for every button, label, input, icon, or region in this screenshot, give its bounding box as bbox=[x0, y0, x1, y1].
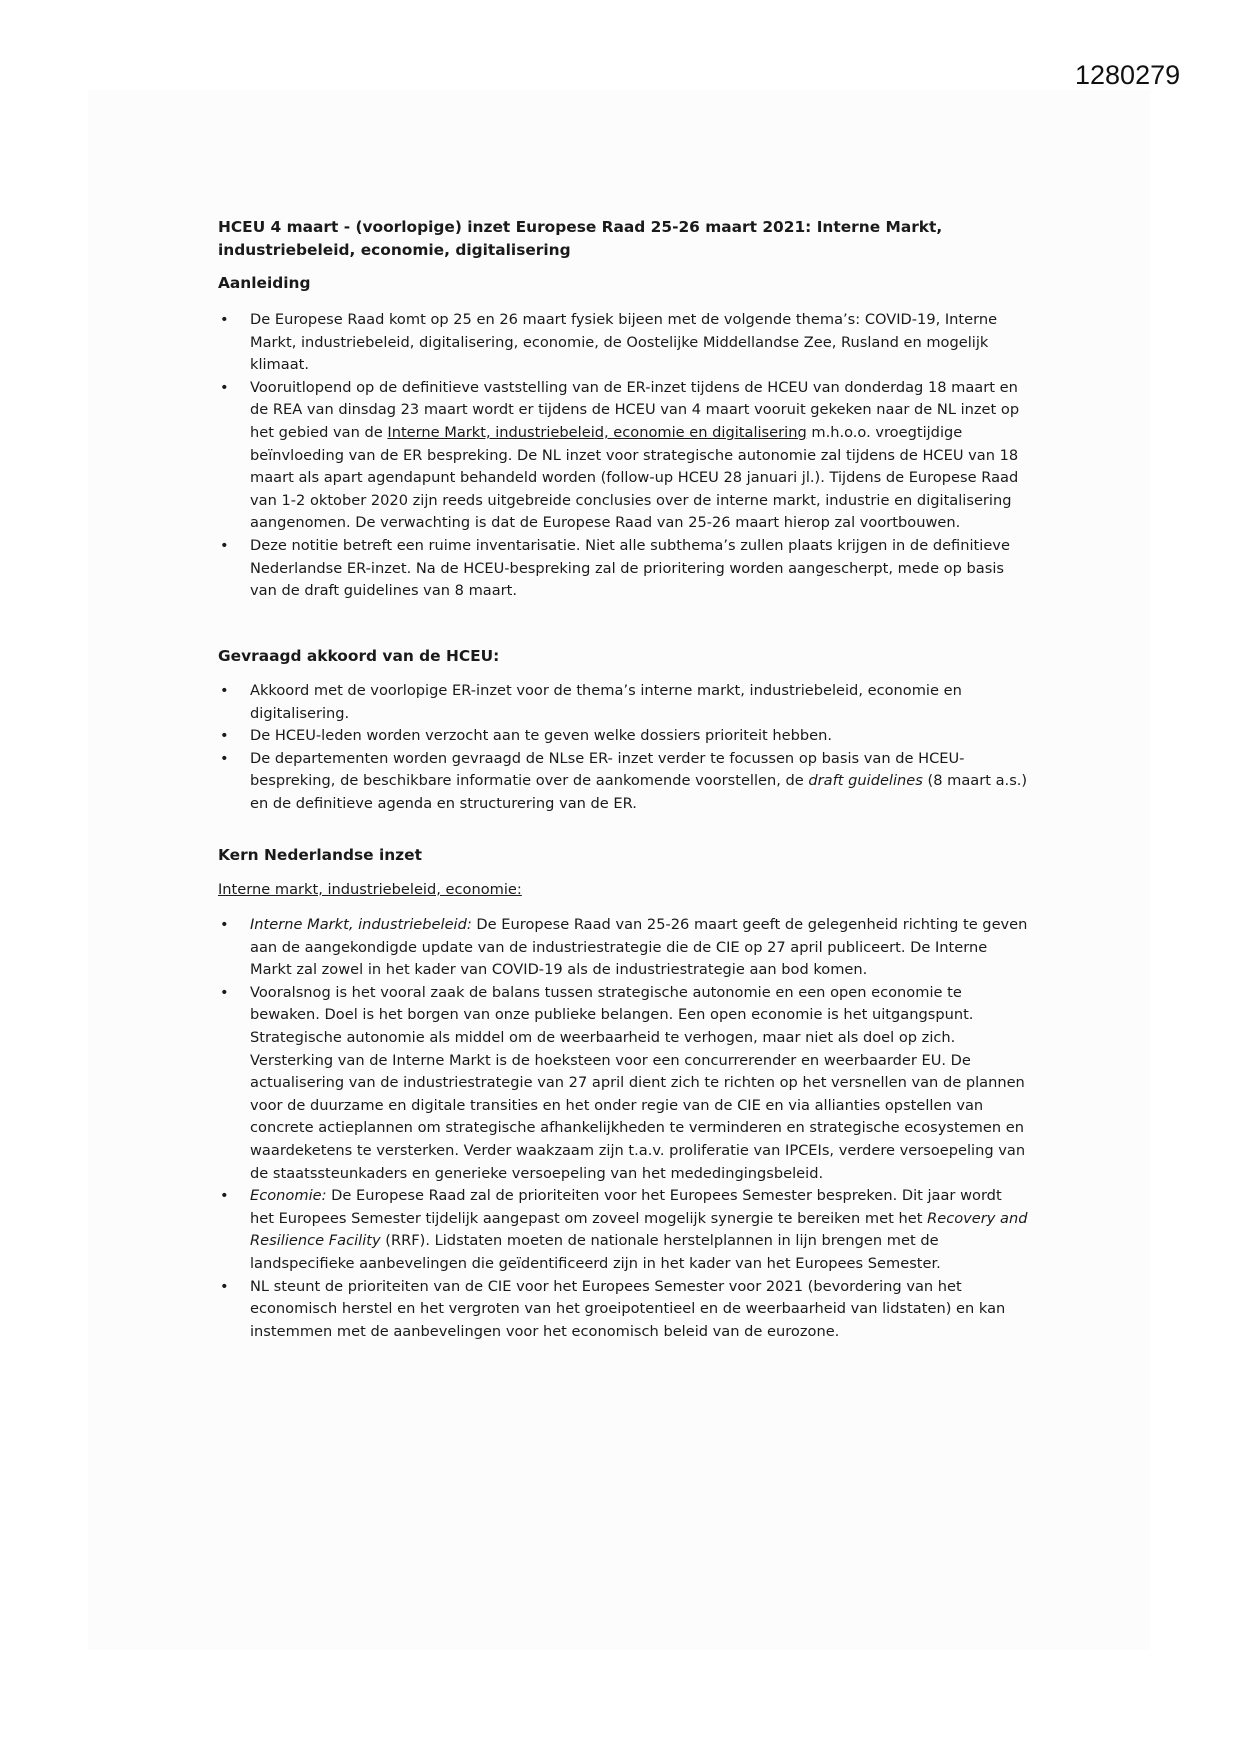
text-segment: De Europese Raad zal de prioriteiten voor het Europees Semester bespreken. Dit jaar wordt het Europees Semester tijdelijk aangepast om zoveel mogelijk synergie te bereiken met het bbox=[250, 1187, 1002, 1227]
section-heading-gevraagd-akkoord: Gevraagd akkoord van de HCEU: bbox=[218, 647, 500, 665]
section-heading-kern-inzet: Kern Nederlandse inzet bbox=[218, 846, 422, 864]
document-id: 1280279 bbox=[1075, 60, 1181, 90]
text-segment: Interne Markt, industriebeleid: bbox=[250, 916, 472, 933]
text-segment: (8 maart a.s.) en de definitieve agenda en structurering van de ER. bbox=[250, 772, 1028, 812]
text-segment: Economie: bbox=[250, 1187, 327, 1205]
section-heading-aanleiding: Aanleiding bbox=[218, 274, 311, 292]
text-segment: De Europese Raad van 25-26 maart geeft de gelegenheid richting te geven aan de aangekondigde update van de industriestrategie die de CIE op 27 april publiceert. De Interne Markt zal zowel in het kader van COVID-19 als de industriestrategie aan bod komen. bbox=[250, 916, 1028, 979]
list-item bbox=[218, 680, 1030, 725]
text-segment: Recovery and Resilience Facility bbox=[250, 1209, 1028, 1250]
bullet-list-gevraagd-akkoord bbox=[218, 680, 1030, 816]
bullet-list-aanleiding bbox=[218, 309, 1030, 603]
text-segment: De HCEU-leden worden verzocht aan te geven welke dossiers prioriteit hebben. bbox=[250, 727, 833, 745]
text-segment: NL steunt de prioriteiten van de CIE voor het Europees Semester voor 2021 (bevordering van het economisch herstel en het vergroten van het groeipotentieel en de weerbaarheid van lidstaten) en kan instemmen met de aanbevelingen voor het economisch beleid van de eurozone. bbox=[250, 1277, 1006, 1340]
bullet-icon: • bbox=[220, 727, 229, 745]
list-item bbox=[218, 535, 1030, 603]
text-segment: Vooralsnog is het vooral zaak de balans tussen strategische autonomie en een open economie te bewaken. Doel is het borgen van onze publieke belangen. Een open economie is het uitgangspunt. Strategische autonomie als middel om de weerbaarheid te verhogen, maar niet als doel op zich. Versterking van de Interne Markt is de hoeksteen voor een concurrerender en weerbaarder EU. De actualisering van de industriestrategie van 27 april dient zich te richten op het versnellen van de plannen voor de duurzame en digitale transities en het onder regie van de CIE en via allianties opstellen van concrete actieplannen om strategische afhankelijkheden te verminderen en strategische ecosystemen en waardeketens te versterken. Verder waakzaam zijn t.a.v. proliferatie van IPCEIs, verdere versoepeling van de staatssteunkaders en generieke versoepeling van het mededingingsbeleid. bbox=[250, 983, 1026, 1182]
text-segment: (RRF). Lidstaten moeten de nationale herstelplannen in lijn brengen met de landspecifieke aanbevelingen die geïdentificeerd zijn in het kader van het Europees Semester. bbox=[250, 1232, 941, 1272]
list-item bbox=[218, 1276, 1030, 1344]
bullet-icon: • bbox=[220, 1277, 229, 1295]
text-segment: m.h.o.o. vroegtijdige beïnvloeding van de ER bespreking. De NL inzet voor strategische autonomie zal tijdens de HCEU van 18 maart als apart agendapunt behandeld worden (follow-up HCEU 28 januari jl.). Tijdens de Europese Raad van 1-2 oktober 2020 zijn reeds uitgebreide conclusies over de interne markt, industrie en digitalisering aangenomen. De verwachting is dat de Europese Raad van 25-26 maart hierop zal voortbouwen. bbox=[250, 423, 1019, 532]
bullet-icon: • bbox=[220, 378, 229, 396]
list-item bbox=[218, 309, 1030, 377]
text-segment: Akkoord met de voorlopige ER-inzet voor de thema’s interne markt, industriebeleid, economie en digitalisering. bbox=[250, 682, 962, 722]
bullet-icon: • bbox=[220, 311, 229, 328]
document-title: HCEU 4 maart - (voorlopige) inzet Europese Raad 25-26 maart 2021: Interne Markt, industriebeleid, economie, digitalisering bbox=[218, 218, 943, 259]
bullet-icon: • bbox=[220, 749, 229, 767]
text-segment: De Europese Raad komt op 25 en 26 maart fysiek bijeen met de volgende thema’s: COVID-19, Interne Markt, industriebeleid, digitalisering, economie, de Oostelijke Middellandse Zee, Rusland en mogelijk klimaat. bbox=[250, 311, 998, 374]
text-segment: De departementen worden gevraagd de NLse ER- inzet verder te focussen op basis van de HCEU-bespreking, de beschikbare informatie over de aankomende voorstellen, de bbox=[250, 749, 965, 790]
bullet-icon: • bbox=[220, 983, 229, 1001]
bullet-icon: • bbox=[220, 916, 229, 933]
text-segment: Deze notitie betreft een ruime inventarisatie. Niet alle subthema’s zullen plaats krijgen in de definitieve Nederlandse ER-inzet. Na de HCEU-bespreking zal de prioritering worden aangescherpt, mede op basis van de draft guidelines van 8 maart. bbox=[250, 536, 1010, 600]
list-item bbox=[218, 377, 1030, 535]
list-item bbox=[218, 725, 1030, 748]
bullet-icon: • bbox=[220, 1187, 229, 1205]
list-item bbox=[218, 982, 1030, 1185]
bullet-list-kern-inzet bbox=[218, 914, 1030, 1343]
text-segment: draft guidelines bbox=[808, 772, 923, 790]
list-item bbox=[218, 914, 1030, 982]
bullet-icon: • bbox=[220, 536, 229, 554]
text-segment: Vooruitlopend op de definitieve vaststelling van de ER-inzet tijdens de HCEU van donderdag 18 maart en de REA van dinsdag 23 maart wordt er tijdens de HCEU van 4 maart vooruit gekeken naar de NL inzet op het gebied van de bbox=[250, 378, 1020, 441]
subheading-interne-markt: Interne markt, industriebeleid, economie: bbox=[218, 881, 522, 898]
list-item bbox=[218, 1185, 1030, 1275]
text-segment: Interne Markt, industriebeleid, economie en digitalisering bbox=[387, 423, 807, 441]
bullet-icon: • bbox=[220, 682, 229, 699]
list-item bbox=[218, 748, 1030, 816]
